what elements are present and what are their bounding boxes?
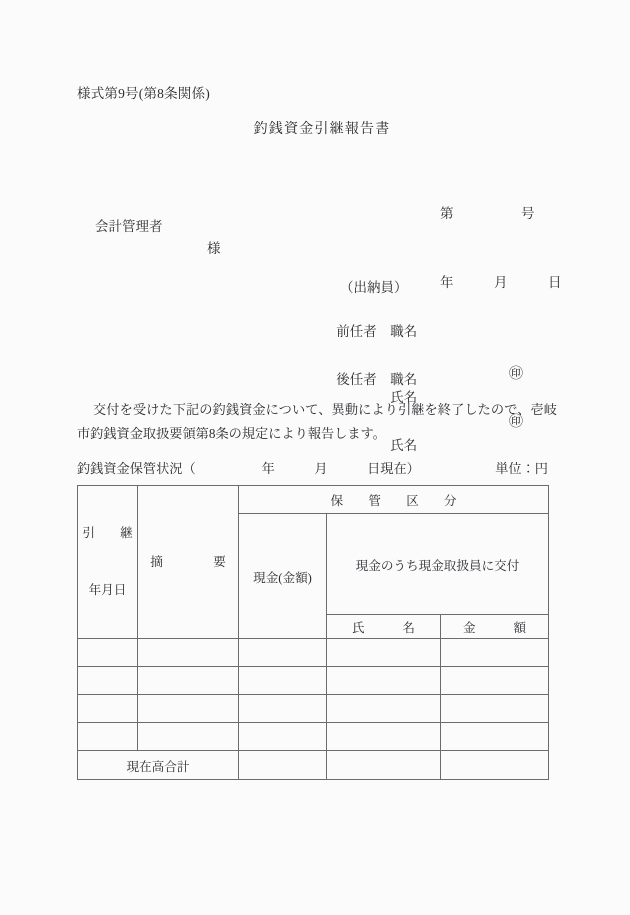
- cell-handler-amount[interactable]: [441, 639, 549, 667]
- table-header-row-top: [78, 486, 549, 514]
- addressee-name: 会計管理者: [95, 219, 163, 234]
- document-date-line: 年 月 日: [440, 275, 562, 290]
- custody-table: [77, 485, 549, 780]
- table-row: [78, 723, 549, 751]
- cell-cash[interactable]: [239, 695, 327, 723]
- table-caption: [77, 458, 548, 477]
- total-handler-amount[interactable]: [441, 751, 549, 780]
- table-body: [78, 639, 549, 780]
- header-cash-amount: 現金(金額): [239, 514, 327, 639]
- cell-cash[interactable]: [239, 723, 327, 751]
- table-row: [78, 695, 549, 723]
- previous-officer-name-label: 氏名: [390, 390, 418, 405]
- cell-handler-amount[interactable]: [441, 723, 549, 751]
- cell-cash[interactable]: [239, 667, 327, 695]
- officer-role-header: （出納員）: [340, 280, 408, 295]
- header-transfer-date-line2: 年月日: [88, 583, 127, 597]
- cell-transfer-date[interactable]: [78, 723, 138, 751]
- successor-officer-label: 後任者: [336, 372, 377, 387]
- cell-cash[interactable]: [239, 639, 327, 667]
- table-total-row: [78, 751, 549, 780]
- cell-transfer-date[interactable]: [78, 667, 138, 695]
- addressee-honorific: 様: [207, 241, 221, 256]
- previous-officer-position-label: 職名: [390, 324, 418, 339]
- cell-note[interactable]: [138, 695, 239, 723]
- total-handler-name[interactable]: [327, 751, 441, 780]
- cell-handler-amount[interactable]: [441, 695, 549, 723]
- cell-transfer-date[interactable]: [78, 639, 138, 667]
- seal-icon: ㊞: [509, 367, 523, 382]
- cell-note[interactable]: [138, 639, 239, 667]
- form-number: 様式第9号(第8条関係): [77, 86, 210, 101]
- header-transfer-date-line1: 引 継: [82, 526, 133, 540]
- body-paragraph: 交付を受けた下記の釣銭資金について、異動により引継を終了したので、壱岐市釣銭資金取扱要領第8条の規定により報告します。: [77, 402, 557, 441]
- header-transfer-date: [78, 486, 138, 639]
- header-handler-name: 氏 名: [327, 615, 441, 639]
- header-note: 摘 要: [138, 486, 239, 639]
- cell-handler-name[interactable]: [327, 639, 441, 667]
- header-handler-amount: 金 額: [441, 615, 549, 639]
- header-storage-group: 保 管 区 分: [239, 486, 549, 514]
- seal-icon: ㊞: [509, 415, 523, 430]
- successor-officer-name-label: 氏名: [390, 438, 418, 453]
- table-row: [78, 667, 549, 695]
- cell-transfer-date[interactable]: [78, 695, 138, 723]
- header-handler-group: 現金のうち現金取扱員に交付: [327, 514, 549, 615]
- previous-officer-label: 前任者: [336, 324, 377, 339]
- table-caption-period: 釣銭資金保管状況（ 年 月 日現在）: [77, 461, 420, 476]
- cell-handler-name[interactable]: [327, 695, 441, 723]
- cell-note[interactable]: [138, 667, 239, 695]
- cell-handler-name[interactable]: [327, 667, 441, 695]
- cell-handler-amount[interactable]: [441, 667, 549, 695]
- total-cash[interactable]: [239, 751, 327, 780]
- table-caption-unit: 単位：円: [495, 461, 548, 476]
- cell-note[interactable]: [138, 723, 239, 751]
- document-meta: [440, 156, 562, 340]
- total-label: 現在高合計: [78, 751, 239, 780]
- successor-officer-position-label: 職名: [390, 372, 418, 387]
- cell-handler-name[interactable]: [327, 723, 441, 751]
- document-number-line: 第 号: [440, 206, 535, 221]
- document-title: 釣銭資金引継報告書: [253, 122, 391, 137]
- table-row: [78, 639, 549, 667]
